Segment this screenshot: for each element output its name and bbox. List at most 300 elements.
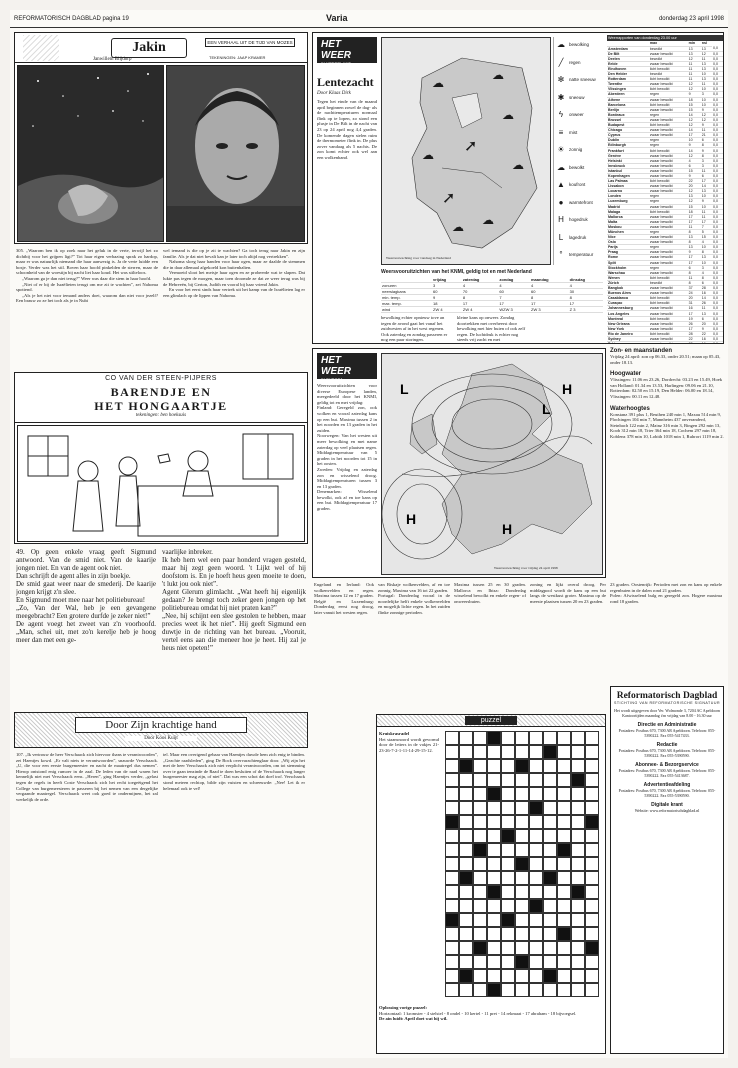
crossword-cell[interactable]: [543, 829, 557, 843]
table-cell: 22: [701, 331, 712, 336]
crossword-cell[interactable]: [445, 801, 459, 815]
kruis-title: Kruiskrasradel: [379, 731, 410, 736]
crossword-cell[interactable]: [585, 899, 599, 913]
colophon-text: Postadres: Postbus 670, 7300 AR Apeldoorn. Telefoon: 055-5390222. Fax 055-5390590.: [618, 748, 716, 758]
crossword-cell[interactable]: [515, 815, 529, 829]
crossword-cell[interactable]: [571, 885, 585, 899]
crossword-cell[interactable]: [585, 941, 599, 955]
table-cell: 4: [569, 283, 603, 289]
crossword-cell[interactable]: [487, 885, 501, 899]
crossword-cell[interactable]: [501, 745, 515, 759]
crossword-cell[interactable]: [501, 787, 515, 801]
crossword-cell[interactable]: [543, 913, 557, 927]
crossword-cell[interactable]: [557, 843, 571, 857]
jakin-drawer: TEKENINGEN: JAAP KRAMER: [209, 55, 266, 60]
table-cell: Eelde: [607, 61, 649, 66]
crossword-cell[interactable]: [585, 913, 599, 927]
crossword-cell[interactable]: [515, 913, 529, 927]
crossword-cell[interactable]: [487, 857, 501, 871]
crossword-cell[interactable]: [529, 843, 543, 857]
table-cell: 0,0: [712, 286, 723, 291]
table-cell: Helsinki: [607, 158, 649, 163]
crossword-cell[interactable]: [543, 773, 557, 787]
crossword-cell[interactable]: [529, 885, 543, 899]
table-cell: 0,0: [712, 51, 723, 56]
crossword-cell[interactable]: [487, 787, 501, 801]
crossword-cell[interactable]: [473, 941, 487, 955]
crossword-cell[interactable]: [515, 745, 529, 759]
crossword-cell[interactable]: [571, 773, 585, 787]
crossword-cell[interactable]: [543, 871, 557, 885]
crossword-cell[interactable]: [445, 745, 459, 759]
crossword-cell[interactable]: [473, 871, 487, 885]
crossword-cell[interactable]: [487, 913, 501, 927]
legend-item: [554, 37, 603, 53]
crossword-cell[interactable]: [515, 885, 529, 899]
table-cell: 12: [688, 199, 701, 204]
crossword-cell[interactable]: [571, 969, 585, 983]
crossword-cell[interactable]: [459, 829, 473, 843]
crossword-cell[interactable]: [571, 843, 585, 857]
crossword-cell[interactable]: [501, 871, 515, 885]
crossword-cell[interactable]: [557, 773, 571, 787]
crossword-cell[interactable]: [543, 899, 557, 913]
crossword-cell[interactable]: [445, 899, 459, 913]
crossword-cell[interactable]: [585, 843, 599, 857]
crossword-cell[interactable]: [557, 759, 571, 773]
crossword-cell[interactable]: [557, 941, 571, 955]
crossword-cell[interactable]: [571, 829, 585, 843]
crossword-cell[interactable]: [543, 969, 557, 983]
table-cell: Las Palmas: [607, 179, 649, 184]
colophon-text: Postadres: Postbus 670, 7300 AR Apeldoorn. Telefoon: 055-5390222. Fax 055-5413687.: [618, 768, 716, 778]
table-cell: 10: [701, 87, 712, 92]
crossword-cell[interactable]: [571, 899, 585, 913]
crossword-cell[interactable]: [445, 829, 459, 843]
crossword-cell[interactable]: [515, 969, 529, 983]
crossword-cell[interactable]: [445, 787, 459, 801]
crossword-cell[interactable]: [501, 969, 515, 983]
crossword-cell[interactable]: [459, 941, 473, 955]
crossword-cell[interactable]: [473, 885, 487, 899]
crossword-cell[interactable]: [487, 955, 501, 969]
crossword-cell[interactable]: [487, 969, 501, 983]
svg-text:H: H: [502, 521, 513, 537]
crossword-cell[interactable]: [515, 871, 529, 885]
table-cell: Innsbruck: [607, 163, 649, 168]
crossword-cell[interactable]: [459, 759, 473, 773]
crossword-cell[interactable]: [487, 801, 501, 815]
hoogwater-title: Hoogwater: [610, 371, 642, 378]
table-cell: 3: [701, 265, 712, 270]
table-cell: 0,0: [712, 194, 723, 199]
crossword-cell[interactable]: [557, 787, 571, 801]
crossword-cell[interactable]: [473, 899, 487, 913]
jakin-author: Janwillem Blijdorp: [93, 57, 132, 62]
crossword-cell[interactable]: [571, 983, 585, 997]
table-cell: 0,0: [712, 168, 723, 173]
crossword-cell[interactable]: [557, 731, 571, 745]
table-cell: Cyprus: [607, 133, 649, 138]
crossword-cell[interactable]: [543, 745, 557, 759]
crossword-cell[interactable]: [473, 857, 487, 871]
crossword-cell[interactable]: [515, 843, 529, 857]
table-cell: 11: [688, 66, 701, 71]
crossword-cell[interactable]: [571, 759, 585, 773]
crossword-cell[interactable]: [557, 857, 571, 871]
crossword-cell[interactable]: [571, 857, 585, 871]
table-cell: 0,0: [712, 56, 723, 61]
crossword-cell[interactable]: [459, 871, 473, 885]
crossword-cell[interactable]: [459, 885, 473, 899]
crossword-cell[interactable]: [571, 871, 585, 885]
table-cell: 0,0: [712, 204, 723, 209]
crossword-cell[interactable]: [459, 787, 473, 801]
table-cell: 0,0: [712, 153, 723, 158]
crossword-cell[interactable]: [501, 885, 515, 899]
table-cell: zwaar bewolkt: [649, 214, 688, 219]
crossword-cell[interactable]: [571, 731, 585, 745]
table-cell: licht bewolkt: [649, 102, 688, 107]
crossword-cell[interactable]: [487, 745, 501, 759]
crossword-cell[interactable]: [543, 731, 557, 745]
table-cell: 8: [569, 295, 603, 301]
page-header: [10, 10, 728, 28]
crossword-cell[interactable]: [473, 955, 487, 969]
legend-label: regen: [569, 59, 581, 65]
crossword-cell[interactable]: [473, 969, 487, 983]
table-cell: [688, 342, 701, 344]
crossword-cell[interactable]: [529, 983, 543, 997]
table-cell: Curaçao: [607, 301, 649, 306]
table-cell: 5: [701, 229, 712, 234]
crossword-cell[interactable]: [445, 759, 459, 773]
crossword-cell[interactable]: [543, 787, 557, 801]
crossword-cell[interactable]: [501, 955, 515, 969]
table-cell: 14: [688, 128, 701, 133]
crossword-cell[interactable]: [529, 745, 543, 759]
crossword-cell[interactable]: [585, 983, 599, 997]
crossword-cell[interactable]: [529, 899, 543, 913]
crossword-cell[interactable]: [515, 983, 529, 997]
crossword-cell[interactable]: [557, 927, 571, 941]
legend-symbol-icon: ╱: [558, 57, 564, 67]
crossword-cell[interactable]: [571, 815, 585, 829]
jakin-header: [15, 33, 307, 63]
doorzijn-author: Door Koos Kuijt: [125, 736, 197, 741]
crossword-cell[interactable]: [487, 871, 501, 885]
weer2-col4: [610, 582, 722, 682]
table-cell: [607, 342, 649, 344]
crossword-cell[interactable]: [557, 829, 571, 843]
crossword-cell[interactable]: [557, 899, 571, 913]
crossword-cell[interactable]: [529, 913, 543, 927]
crossword-cell[interactable]: [487, 773, 501, 787]
crossword-cell[interactable]: [515, 787, 529, 801]
crossword-cell[interactable]: [585, 829, 599, 843]
crossword-cell[interactable]: [501, 843, 515, 857]
crossword-cell[interactable]: [515, 731, 529, 745]
crossword-cell[interactable]: [445, 773, 459, 787]
crossword-cell[interactable]: [501, 941, 515, 955]
crossword-cell[interactable]: [459, 913, 473, 927]
crossword-cell[interactable]: [557, 871, 571, 885]
crossword-cell[interactable]: [543, 843, 557, 857]
table-cell: 0,0: [712, 199, 723, 204]
crossword-cell[interactable]: [585, 801, 599, 815]
crossword-cell[interactable]: [515, 759, 529, 773]
crossword-cell[interactable]: [585, 745, 599, 759]
crossword-cell[interactable]: [445, 941, 459, 955]
crossword-cell[interactable]: [473, 745, 487, 759]
crossword-cell[interactable]: [557, 801, 571, 815]
jakin-paragraph: „Als je het niet voor iemand anders doet, waarom dan niet voor jezelf? Een brauw zo ze het toch als je in Nubi: [16, 292, 158, 304]
table-cell: 60: [432, 289, 462, 295]
crossword-cell[interactable]: [529, 787, 543, 801]
crossword-cell[interactable]: [529, 829, 543, 843]
europa-logo: [317, 353, 377, 382]
crossword-cell[interactable]: [473, 815, 487, 829]
crossword-cell[interactable]: [473, 731, 487, 745]
legend-item: [554, 195, 603, 211]
crossword-cell[interactable]: [501, 773, 515, 787]
crossword-cell[interactable]: [487, 941, 501, 955]
crossword-cell[interactable]: [557, 815, 571, 829]
crossword-cell[interactable]: [571, 787, 585, 801]
crossword-cell[interactable]: [529, 801, 543, 815]
colophon-link[interactable]: Website: www.reformatorischdagblad.nl: [634, 808, 700, 813]
crossword-cell[interactable]: [571, 941, 585, 955]
crossword-cell[interactable]: [585, 927, 599, 941]
crossword-cell[interactable]: [543, 955, 557, 969]
crossword-cell[interactable]: [557, 969, 571, 983]
table-cell: 12: [701, 112, 712, 117]
barendje-header: [15, 373, 307, 423]
crossword-cell[interactable]: [459, 983, 473, 997]
crossword-cell[interactable]: [501, 815, 515, 829]
crossword-cell[interactable]: [459, 773, 473, 787]
crossword-cell[interactable]: [445, 969, 459, 983]
crossword-cell[interactable]: [585, 955, 599, 969]
crossword-cell[interactable]: [571, 801, 585, 815]
crossword-cell[interactable]: [585, 787, 599, 801]
crossword-cell[interactable]: [473, 983, 487, 997]
legend-symbol-icon: ☁: [557, 162, 565, 172]
crossword-cell[interactable]: [571, 913, 585, 927]
crossword-cell[interactable]: [571, 745, 585, 759]
table-cell: 13: [688, 245, 701, 250]
colophon-heading: Advertentieafdeling: [643, 782, 691, 788]
crossword-cell[interactable]: [487, 815, 501, 829]
barendje-author: CO VAN DER STEEN-PIJPERS: [105, 375, 217, 382]
crossword-cell[interactable]: [585, 857, 599, 871]
table-cell: Chicago: [607, 128, 649, 133]
table-cell: Eindhoven: [607, 66, 649, 71]
crossword-cell[interactable]: [459, 955, 473, 969]
crossword-cell[interactable]: [445, 857, 459, 871]
weer-logo: [317, 37, 377, 66]
crossword-cell[interactable]: [501, 829, 515, 843]
table-cell: Z 3: [569, 307, 603, 313]
table-cell: 12: [701, 117, 712, 122]
table-cell: zwaar bewolkt: [649, 326, 688, 331]
table-cell: zonuren: [381, 283, 432, 289]
crossword-cell[interactable]: [445, 871, 459, 885]
crossword-cell[interactable]: [515, 857, 529, 871]
crossword-cell[interactable]: [459, 815, 473, 829]
table-cell: 11: [688, 72, 701, 77]
table-cell: 0,0: [712, 331, 723, 336]
crossword-cell[interactable]: [459, 801, 473, 815]
crossword-cell[interactable]: [445, 815, 459, 829]
oplossing-text: [379, 1005, 603, 1051]
crossword-cell[interactable]: [459, 969, 473, 983]
crossword-cell[interactable]: [557, 955, 571, 969]
crossword-cell[interactable]: [585, 759, 599, 773]
crossword-cell[interactable]: [529, 759, 543, 773]
crossword-cell[interactable]: [445, 927, 459, 941]
crossword-cell[interactable]: [473, 773, 487, 787]
crossword-cell[interactable]: [501, 899, 515, 913]
table-cell: 17: [688, 326, 701, 331]
table-cell: 0,0: [712, 336, 723, 341]
crossword-cell[interactable]: [543, 941, 557, 955]
crossword-cell[interactable]: [515, 927, 529, 941]
crossword-cell[interactable]: [571, 955, 585, 969]
crossword-cell[interactable]: [585, 871, 599, 885]
barendje-title-2: HET HONGAARTJE: [94, 399, 228, 413]
newspaper-page: [10, 10, 728, 1058]
table-cell: zwaar bewolkt: [649, 97, 688, 102]
crossword-cell[interactable]: [501, 913, 515, 927]
table-cell: bewolkt: [649, 72, 688, 77]
crossword-cell[interactable]: [557, 885, 571, 899]
crossword-cell[interactable]: [529, 927, 543, 941]
crossword-cell[interactable]: [473, 913, 487, 927]
crossword-cell[interactable]: [487, 829, 501, 843]
crossword-cell[interactable]: [543, 815, 557, 829]
table-cell: WZW 3: [498, 307, 530, 313]
crossword-cell[interactable]: [543, 885, 557, 899]
table-cell: Stockholm: [607, 265, 649, 270]
crossword-cell[interactable]: [487, 731, 501, 745]
crossword-cell[interactable]: [543, 801, 557, 815]
crossword-cell[interactable]: [557, 745, 571, 759]
crossword-cell[interactable]: [445, 913, 459, 927]
crossword-cell[interactable]: [585, 731, 599, 745]
crossword-cell[interactable]: [543, 857, 557, 871]
crossword-cell[interactable]: [529, 815, 543, 829]
crossword-cell[interactable]: [459, 843, 473, 857]
crossword-cell[interactable]: [515, 801, 529, 815]
crossword-cell[interactable]: [459, 731, 473, 745]
crossword-cell[interactable]: [459, 927, 473, 941]
crossword-cell[interactable]: [487, 983, 501, 997]
crossword-cell[interactable]: [501, 857, 515, 871]
table-cell: 0,0: [712, 275, 723, 280]
table-cell: Lissabon: [607, 184, 649, 189]
barendje-paragraph: „Zo, Van der Wal, heb je een gevangene meegebracht? Een grotere durfde je zeker niet!”: [16, 604, 156, 620]
crossword-cell[interactable]: [501, 927, 515, 941]
crossword-cell[interactable]: [501, 731, 515, 745]
crossword-cell[interactable]: [501, 801, 515, 815]
crossword-cell[interactable]: [571, 927, 585, 941]
crossword-cell[interactable]: [529, 941, 543, 955]
crossword-cell[interactable]: [585, 969, 599, 983]
crossword-cell[interactable]: [557, 913, 571, 927]
crossword-cell[interactable]: [487, 843, 501, 857]
crossword-cell[interactable]: [585, 773, 599, 787]
crossword-cell[interactable]: [543, 983, 557, 997]
crossword-cell[interactable]: [501, 759, 515, 773]
table-cell: 0,0: [712, 112, 723, 117]
crossword-cell[interactable]: [445, 843, 459, 857]
crossword-cell[interactable]: [501, 983, 515, 997]
table-cell: 0,0: [712, 301, 723, 306]
europa-logo-sub: IN EUROPA: [321, 377, 343, 382]
crossword-cell[interactable]: [529, 955, 543, 969]
crossword-cell[interactable]: [445, 983, 459, 997]
crossword-cell[interactable]: [529, 773, 543, 787]
crossword-cell[interactable]: [515, 941, 529, 955]
crossword-cell[interactable]: [459, 745, 473, 759]
legend-item: [554, 212, 603, 228]
crossword-cell[interactable]: [473, 843, 487, 857]
crossword-cell[interactable]: [529, 969, 543, 983]
crossword-cell[interactable]: [529, 871, 543, 885]
crossword-cell[interactable]: [459, 857, 473, 871]
crossword-cell[interactable]: [445, 955, 459, 969]
doorzijn-header: [14, 712, 308, 748]
crossword-cell[interactable]: [459, 899, 473, 913]
table-cell: 13: [701, 46, 712, 51]
crossword-cell[interactable]: [529, 857, 543, 871]
crossword-cell[interactable]: [473, 801, 487, 815]
crossword-cell[interactable]: [445, 731, 459, 745]
table-cell: 0,0: [712, 138, 723, 143]
crossword-cell[interactable]: [473, 829, 487, 843]
crossword-cell[interactable]: [529, 731, 543, 745]
crossword-cell[interactable]: [543, 927, 557, 941]
legend-symbol-icon: °: [559, 250, 563, 259]
table-cell: Buenos Aires: [607, 291, 649, 296]
crossword-cell[interactable]: [487, 927, 501, 941]
crossword-cell[interactable]: [487, 899, 501, 913]
table-cell: 4: [701, 270, 712, 275]
crossword-cell[interactable]: [487, 759, 501, 773]
table-cell: 12: [688, 82, 701, 87]
crossword-cell[interactable]: [445, 885, 459, 899]
crossword-cell[interactable]: [515, 773, 529, 787]
crossword-cell[interactable]: [515, 955, 529, 969]
table-cell: Moskou: [607, 224, 649, 229]
crossword-cell[interactable]: [543, 759, 557, 773]
crossword-cell[interactable]: [557, 983, 571, 997]
table-cell: 20: [688, 296, 701, 301]
jakin-paragraph: Vermoeid sloot het meisje haar ogen en ze probeerde wat te slapen. Dat lukte pas tegen de morgen, maar toen droomde ze dat ze weer terug was bij de Hebreeën, bij Gerton, Judith en vooral bij haar vriend Jakin.: [163, 270, 305, 287]
table-cell: zwaar bewolkt: [649, 117, 688, 122]
table-cell: Twenthe: [607, 82, 649, 87]
crossword-cell[interactable]: [585, 815, 599, 829]
crossword-cell[interactable]: [515, 899, 529, 913]
crossword-cell[interactable]: [585, 885, 599, 899]
crossword-cell[interactable]: [473, 927, 487, 941]
jakin-panel-2: [166, 65, 305, 242]
crossword-cell[interactable]: [515, 829, 529, 843]
table-cell: 10: [701, 194, 712, 199]
crossword-cell[interactable]: [473, 787, 487, 801]
crossword-cell[interactable]: [473, 759, 487, 773]
